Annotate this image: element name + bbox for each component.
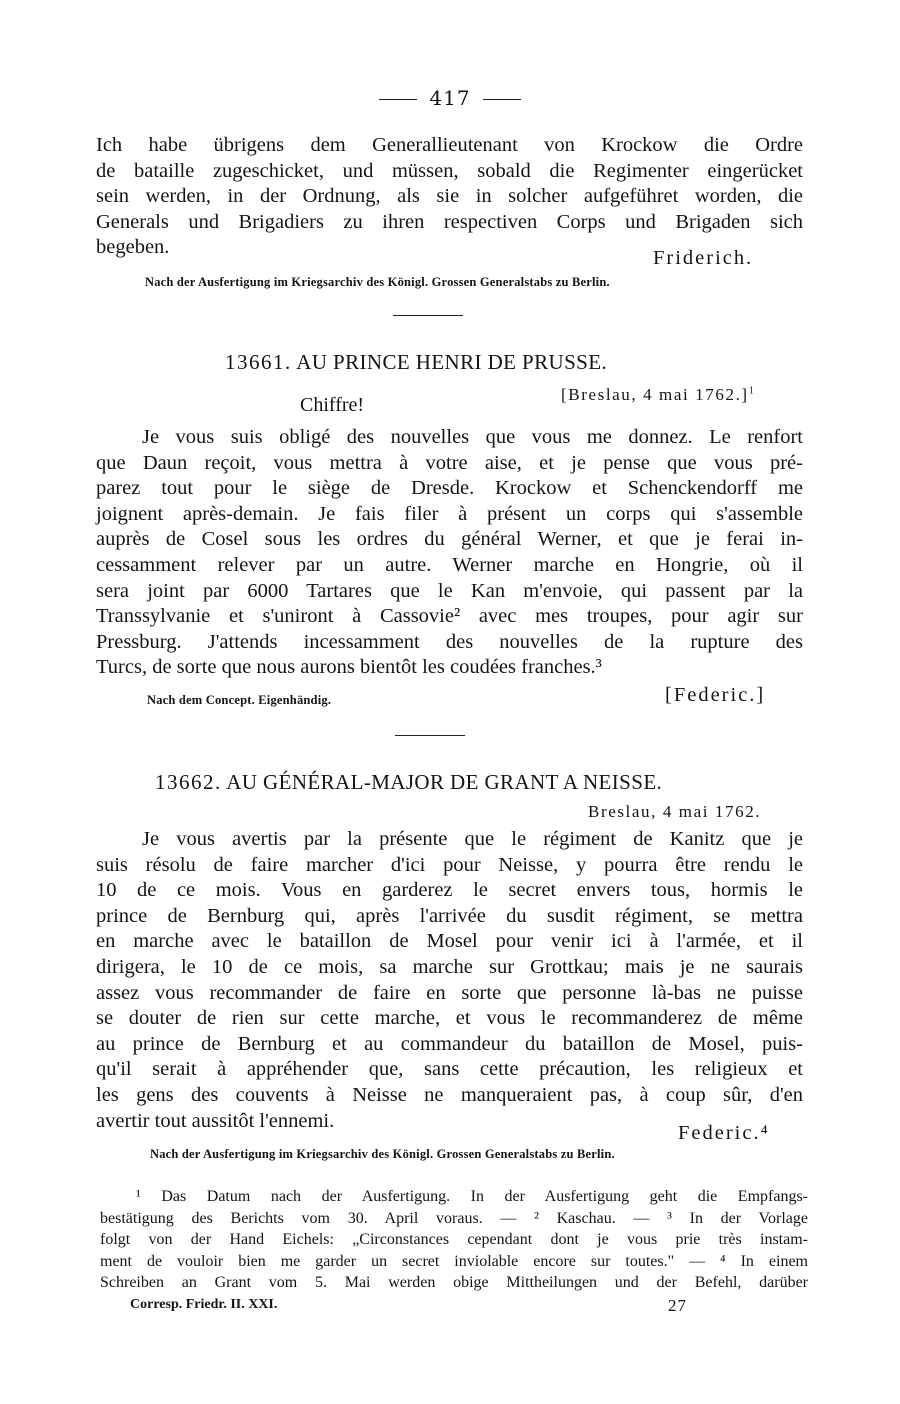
cipher-note: Chiffre! <box>300 394 365 416</box>
intro-source-note: Nach der Ausfertigung im Kriegsarchiv des Königl. Grossen Generalstabs zu Berlin. <box>145 275 610 289</box>
header-dash-left <box>379 99 417 100</box>
section-divider <box>393 315 463 316</box>
text-line: sera joint par 6000 Tartares que le Kan m'envoie, qui passent par la <box>96 579 803 602</box>
letter-heading-13662 <box>155 770 662 795</box>
text-line: parez tout pour le siège de Dresde. Krockow et Schenckendorff me <box>96 477 803 500</box>
text-line: auprès de Cosel sous les ordres du général Werner, et que je ferai in- <box>96 528 803 551</box>
footnote-line: ¹ Das Datum nach der Ausfertigung. In der Ausfertigung geht die Empfangs- <box>136 1188 808 1205</box>
text-line: de bataille zugeschicket, und müssen, sobald die Regimenter eingerücket <box>96 159 803 182</box>
text-line: assez vous recommander de faire en sorte que personne là-bas ne puisse <box>96 981 803 1004</box>
footnote-line: Schreiben an Grant vom 5. Mai werden obige Mittheilungen und der Befehl, darüber <box>100 1274 808 1291</box>
letter-heading-13661 <box>225 350 607 375</box>
letter-source-note: Nach der Ausfertigung im Kriegsarchiv des Königl. Grossen Generalstabs zu Berlin. <box>150 1147 615 1161</box>
text-line: Je vous suis obligé des nouvelles que vous me donnez. Le renfort <box>142 426 803 448</box>
text-line: begeben. <box>96 236 170 259</box>
letter-source-note: Nach dem Concept. Eigenhändig. <box>147 693 332 707</box>
section-divider <box>395 735 465 736</box>
series-title: Corresp. Friedr. II. XXI. <box>130 1297 278 1312</box>
letter-body-13662 <box>96 827 803 1134</box>
text-line: Transsylvanie et s'uniront à Cassovie² avec mes troupes, pour agir sur <box>96 605 803 628</box>
text-line: sein werden, in der Ordnung, als sie in solcher aufgeführet worden, die <box>96 185 803 208</box>
letter-recipient: AU GÉNÉRAL-MAJOR DE GRANT A NEISSE. <box>226 770 663 794</box>
text-line: avertir tout aussitôt l'ennemi. <box>96 1109 335 1132</box>
letter-body-13661 <box>96 425 803 681</box>
footnote-line: folgt von der Hand Eichels: „Circonstances cependant dont je vous prie très instam- <box>100 1231 808 1248</box>
footnote-line: bestätigung des Berichts vom 30. April voraus. — ² Kaschau. — ³ In der Vorlage <box>100 1209 808 1227</box>
signature-mark: 27 <box>668 1296 687 1315</box>
letter-number: 13661. <box>225 350 292 374</box>
text-line: prince de Bernburg qui, après l'arrivée du susdit régiment, se mettra <box>96 904 803 927</box>
text-line: au prince de Bernburg et au commandeur du bataillon de Mosel, puis- <box>96 1032 803 1055</box>
text-line: Pressburg. J'attends incessamment des nouvelles de la rupture des <box>96 630 803 653</box>
letter-recipient: AU PRINCE HENRI DE PRUSSE. <box>296 350 608 374</box>
text-line: en marche avec le bataillon de Mosel pour venir ici à l'armée, et il <box>96 930 803 953</box>
letter-number: 13662. <box>155 770 222 794</box>
text-line: dirigera, le 10 de ce mois, sa marche sur Grottkau; mais je ne saurais <box>96 955 803 978</box>
text-line: que Daun reçoit, vous mettra à votre aise, et je pense que vous pré- <box>96 451 803 474</box>
letter-signature: [Federic.] <box>665 684 766 706</box>
letter-signature: Federic.⁴ <box>678 1122 770 1144</box>
dateline-text: [Breslau, 4 mai 1762.] <box>561 385 749 404</box>
text-line: suis résolu de faire marcher d'ici pour Neisse, y pourra être rendu le <box>96 853 803 876</box>
text-line: Je vous avertis par la présente que le régiment de Kanitz que je <box>142 828 803 850</box>
footnote-ref: 1 <box>748 385 756 397</box>
intro-signature: Friderich. <box>653 247 754 269</box>
text-line: Turcs, de sorte que nous aurons bientôt les coudées franches.³ <box>96 656 602 679</box>
text-line: qu'il serait à appréhender que, sans cette précaution, les religieux et <box>96 1058 803 1081</box>
text-line: 10 de ce mois. Vous en garderez le secret envers tous, hormis le <box>96 879 803 902</box>
page-header <box>0 86 900 110</box>
letter-dateline <box>561 385 755 405</box>
letter-dateline: Breslau, 4 mai 1762. <box>588 802 762 821</box>
header-dash-right <box>483 99 521 100</box>
text-line: se douter de rien sur cette marche, et vous le recommanderez de même <box>96 1007 803 1030</box>
footnotes <box>100 1186 808 1294</box>
intro-paragraph <box>96 133 803 261</box>
footnote-line: ment de vouloir bien me garder un secret inviolable encore sur toutes." — ⁴ In einem <box>100 1252 808 1270</box>
text-line: joignent après-demain. Je fais filer à présent un corps qui s'assemble <box>96 502 803 525</box>
text-line: Generals und Brigadiers zu ihren respectiven Corps und Brigaden sich <box>96 210 803 233</box>
text-line: les gens des couvents à Neisse ne manqueraient pas, à coup sûr, d'en <box>96 1083 803 1106</box>
page-number: 417 <box>429 86 471 110</box>
text-line: Ich habe übrigens dem Generallieutenant von Krockow die Ordre <box>96 134 803 156</box>
text-line: cessamment relever par un autre. Werner marche en Hongrie, où il <box>96 553 803 576</box>
